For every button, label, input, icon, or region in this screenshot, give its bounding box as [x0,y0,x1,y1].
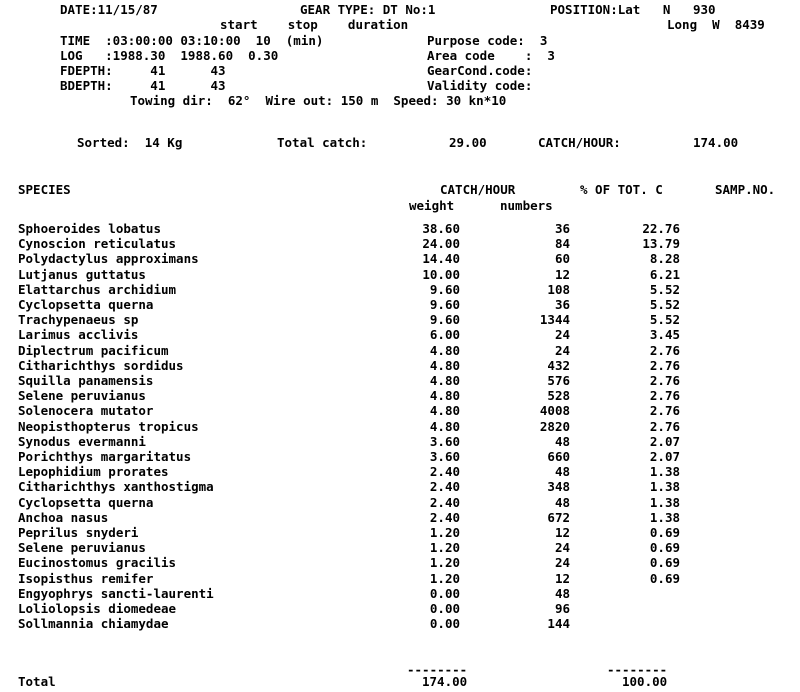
total-catch-label: Total catch: [277,135,368,150]
position-long-field: Long W 8439 [667,17,765,32]
species-name: Engyophrys sancti-laurenti [18,585,214,601]
gear-type-field: GEAR TYPE: DT No:1 [300,2,436,17]
catch-weight: 6.00 [429,327,460,343]
percent-of-total: 2.76 [649,342,680,358]
catch-weight: 2.40 [429,464,460,480]
catch-numbers: 432 [547,357,570,373]
species-name: Porichthys margaritatus [18,449,192,464]
percent-of-total: 0.69 [649,555,680,571]
catch-numbers: 36 [554,297,570,312]
percent-of-total: 3.45 [649,327,680,343]
time-field: TIME :03:00:00 03:10:00 10 (min) [60,33,324,48]
percent-of-total: 2.07 [649,449,680,464]
species-name: Lutjanus guttatus [18,266,146,282]
catch-numbers: 84 [554,236,570,252]
species-name: Isopisthus remifer [18,570,154,586]
catch-numbers: 24 [554,555,570,571]
percent-of-total: 0.69 [649,540,680,556]
catch-numbers: 12 [554,266,570,282]
purpose-code-field: Purpose code: 3 [427,33,548,48]
catch-numbers: 144 [547,616,570,632]
percent-of-total: 0.69 [649,570,680,586]
catch-weight: 10.00 [422,266,460,282]
percent-of-total: 8.28 [649,251,680,267]
catch-numbers: 1344 [539,312,570,328]
catch-weight: 4.80 [429,418,460,434]
catch-weight: 9.60 [429,297,460,312]
catch-numbers: 48 [554,494,570,510]
catch-weight: 24.00 [422,236,460,252]
percent-of-total: 5.52 [649,297,680,312]
percent-of-total: 2.76 [649,388,680,404]
species-name: Larimus acclivis [18,327,139,343]
total-label: Total [18,674,56,689]
percent-of-total: 1.38 [649,479,680,495]
catch-weight: 38.60 [422,221,460,236]
time-columns-header: start stop duration [220,17,409,32]
species-name: Neopisthopterus tropicus [18,418,199,434]
catch-weight: 3.60 [429,449,460,464]
catch-weight: 2.40 [429,494,460,510]
percent-of-total: 1.38 [649,509,680,525]
catch-weight: 1.20 [429,570,460,586]
catch-numbers: 576 [547,373,570,388]
catch-weight: 2.40 [429,479,460,495]
catch-weight: 4.80 [429,342,460,358]
date-field: DATE:11/15/87 [60,2,158,17]
percent-of-total: 1.38 [649,464,680,480]
catch-weight: 4.80 [429,403,460,419]
catch-numbers: 24 [554,342,570,358]
catch-hour-label: CATCH/HOUR: [538,135,621,150]
species-name: Synodus evermanni [18,433,146,449]
species-name: Eucinostomus gracilis [18,555,177,571]
catch-numbers: 48 [554,585,570,601]
catch-weight: 4.80 [429,357,460,373]
species-name: Selene peruvianus [18,540,146,556]
catch-weight: 4.80 [429,373,460,388]
log-field: LOG :1988.30 1988.60 0.30 [60,48,279,63]
catch-numbers: 2820 [539,418,570,434]
catch-numbers: 24 [554,327,570,343]
percent-of-total: 2.07 [649,433,680,449]
catch-hour-column-header: CATCH/HOUR [440,182,516,197]
percent-of-total: 1.38 [649,494,680,510]
percent-of-total: 2.76 [649,373,680,388]
percent-of-total: 22.76 [642,221,680,236]
species-name: Sphoeroides lobatus [18,221,161,236]
catch-numbers: 12 [554,525,570,540]
numbers-subheader: numbers [500,198,553,213]
percent-of-total: 6.21 [649,266,680,282]
catch-weight: 1.20 [429,540,460,556]
species-name: Citharichthys sordidus [18,357,184,373]
percent-of-total: 5.52 [649,281,680,297]
weight-subheader: weight [409,198,455,213]
catch-weight: 14.40 [422,251,460,267]
catch-numbers: 24 [554,540,570,556]
towing-info: Towing dir: 62° Wire out: 150 m Speed: 30 kn*10 [130,93,507,108]
catch-numbers: 60 [554,251,570,267]
validity-code-field: Validity code: [427,78,533,93]
percent-of-total: 0.69 [649,525,680,540]
species-name: Elattarchus archidium [18,281,177,297]
species-name: Peprilus snyderi [18,525,139,540]
species-name: Cyclopsetta querna [18,494,154,510]
catch-numbers: 108 [547,281,570,297]
percent-total-column-header: % OF TOT. C [580,182,663,197]
percent-of-total: 13.79 [642,236,680,252]
catch-numbers: 528 [547,388,570,404]
catch-weight: 9.60 [429,312,460,328]
species-name: Cynoscion reticulatus [18,236,177,252]
species-name: Citharichthys xanthostigma [18,479,214,495]
total-percent-value: 100.00 [622,674,668,689]
catch-weight: 1.20 [429,525,460,540]
species-name: Lepophidium prorates [18,464,169,480]
total-catch-value: 29.00 [449,135,487,150]
species-name: Anchoa nasus [18,509,109,525]
catch-numbers: 48 [554,464,570,480]
bdepth-field: BDEPTH: 41 43 [60,78,226,93]
percent-of-total: 2.76 [649,418,680,434]
species-name: Diplectrum pacificum [18,342,169,358]
gear-condition-field: GearCond.code: [427,63,533,78]
species-name: Squilla panamensis [18,373,154,388]
catch-weight: 1.20 [429,555,460,571]
species-name: Solenocera mutator [18,403,154,419]
weight-total-rule: -------- [407,662,468,677]
percent-of-total: 2.76 [649,403,680,419]
catch-weight: 0.00 [429,616,460,632]
species-column-header: SPECIES [18,182,71,197]
percent-total-rule: -------- [607,662,668,677]
fdepth-field: FDEPTH: 41 43 [60,63,226,78]
species-name: Polydactylus approximans [18,251,199,267]
total-weight-value: 174.00 [422,674,468,689]
catch-numbers: 660 [547,449,570,464]
catch-numbers: 348 [547,479,570,495]
species-name: Loliolopsis diomedeae [18,601,177,616]
catch-weight: 0.00 [429,601,460,616]
percent-of-total: 5.52 [649,312,680,328]
position-lat-field: POSITION:Lat N 930 [550,2,716,17]
catch-numbers: 4008 [539,403,570,419]
catch-numbers: 36 [554,221,570,236]
species-name: Selene peruvianus [18,388,146,404]
catch-weight: 2.40 [429,509,460,525]
sorted-weight: Sorted: 14 Kg [77,135,183,150]
catch-weight: 0.00 [429,585,460,601]
catch-numbers: 48 [554,433,570,449]
catch-weight: 3.60 [429,433,460,449]
species-name: Trachypenaeus sp [18,312,139,328]
catch-numbers: 672 [547,509,570,525]
area-code-field: Area code : 3 [427,48,555,63]
percent-of-total: 2.76 [649,357,680,373]
species-name: Sollmannia chiamydae [18,616,169,632]
catch-numbers: 12 [554,570,570,586]
catch-weight: 9.60 [429,281,460,297]
catch-hour-value: 174.00 [693,135,739,150]
species-name: Cyclopsetta querna [18,297,154,312]
sample-number-column-header: SAMP.NO. [715,182,776,197]
catch-numbers: 96 [554,601,570,616]
catch-weight: 4.80 [429,388,460,404]
